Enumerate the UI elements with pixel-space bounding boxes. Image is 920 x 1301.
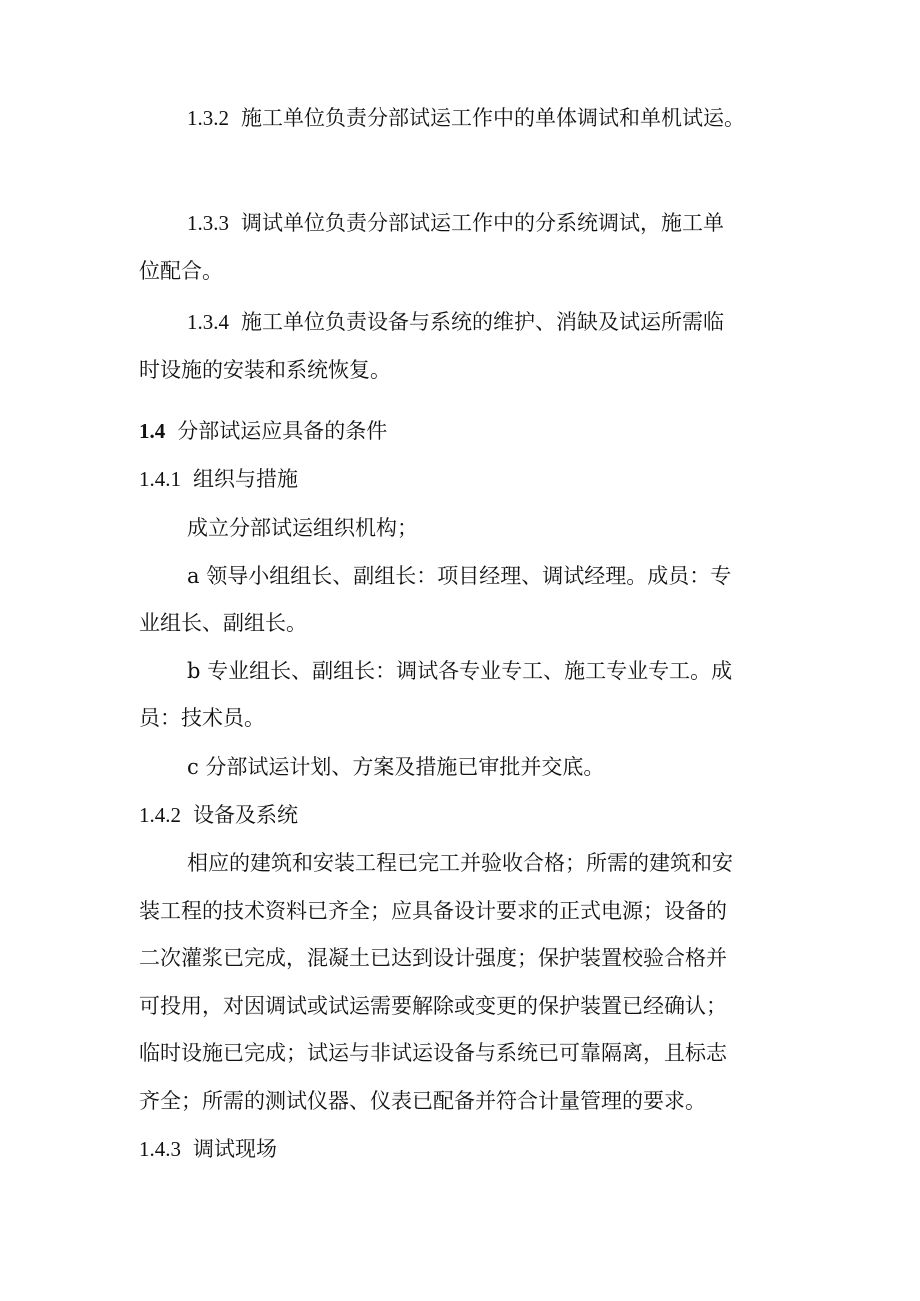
paragraph-1-3-3-line-2: 位配合。 bbox=[139, 259, 223, 283]
heading-text: 调试现场 bbox=[193, 1137, 277, 1161]
paragraph-1-3-2 bbox=[187, 103, 745, 133]
section-number: 1.4 bbox=[139, 419, 166, 443]
paragraph-1-3-4-line-1 bbox=[187, 307, 724, 337]
heading-1-4-2 bbox=[139, 800, 298, 830]
section-number: 1.3.3 bbox=[187, 211, 229, 235]
section-number: 1.4.3 bbox=[139, 1137, 181, 1161]
paragraph-b-line-1: b 专业组长、副组长：调试各专业专工、施工专业专工。成 bbox=[187, 659, 733, 683]
paragraph-a-line-1: a 领导小组组长、副组长：项目经理、调试经理。成员：专 bbox=[187, 564, 732, 588]
paragraph-equipment-line-6: 齐全；所需的测试仪器、仪表已配备并符合计量管理的要求。 bbox=[139, 1089, 706, 1113]
heading-text: 组织与措施 bbox=[193, 467, 298, 491]
heading-1-4-1 bbox=[139, 464, 298, 494]
heading-text: 分部试运应具备的条件 bbox=[177, 419, 388, 443]
paragraph-1-3-3-line-1 bbox=[187, 208, 724, 238]
heading-text: 设备及系统 bbox=[193, 803, 298, 827]
section-number: 1.3.4 bbox=[187, 310, 229, 334]
section-number: 1.4.2 bbox=[139, 803, 181, 827]
heading-1-4 bbox=[139, 416, 387, 446]
paragraph-equipment-line-2: 装工程的技术资料已齐全；应具备设计要求的正式电源；设备的 bbox=[139, 899, 727, 923]
heading-1-4-3 bbox=[139, 1134, 277, 1164]
paragraph-c: c 分部试运计划、方案及措施已审批并交底。 bbox=[187, 755, 605, 779]
section-number: 1.4.1 bbox=[139, 467, 181, 491]
paragraph-text: 施工单位负责分部试运工作中的单体调试和单机试运。 bbox=[241, 106, 745, 130]
paragraph-a-line-2: 业组长、副组长。 bbox=[139, 611, 307, 635]
paragraph-b-line-2: 员：技术员。 bbox=[139, 706, 265, 730]
paragraph-text: 施工单位负责设备与系统的维护、消缺及试运所需临 bbox=[241, 310, 724, 334]
paragraph-equipment-line-4: 可投用，对因调试或试运需要解除或变更的保护装置已经确认； bbox=[139, 994, 727, 1018]
paragraph-equipment-line-3: 二次灌浆已完成，混凝土已达到设计强度；保护装置校验合格并 bbox=[139, 946, 727, 970]
paragraph-org: 成立分部试运组织机构； bbox=[187, 516, 418, 540]
section-number: 1.3.2 bbox=[187, 106, 229, 130]
paragraph-1-3-4-line-2: 时设施的安装和系统恢复。 bbox=[139, 358, 391, 382]
paragraph-equipment-line-1: 相应的建筑和安装工程已完工并验收合格；所需的建筑和安 bbox=[187, 851, 733, 875]
paragraph-equipment-line-5: 临时设施已完成；试运与非试运设备与系统已可靠隔离，且标志 bbox=[139, 1041, 727, 1065]
paragraph-text: 调试单位负责分部试运工作中的分系统调试，施工单 bbox=[241, 211, 724, 235]
